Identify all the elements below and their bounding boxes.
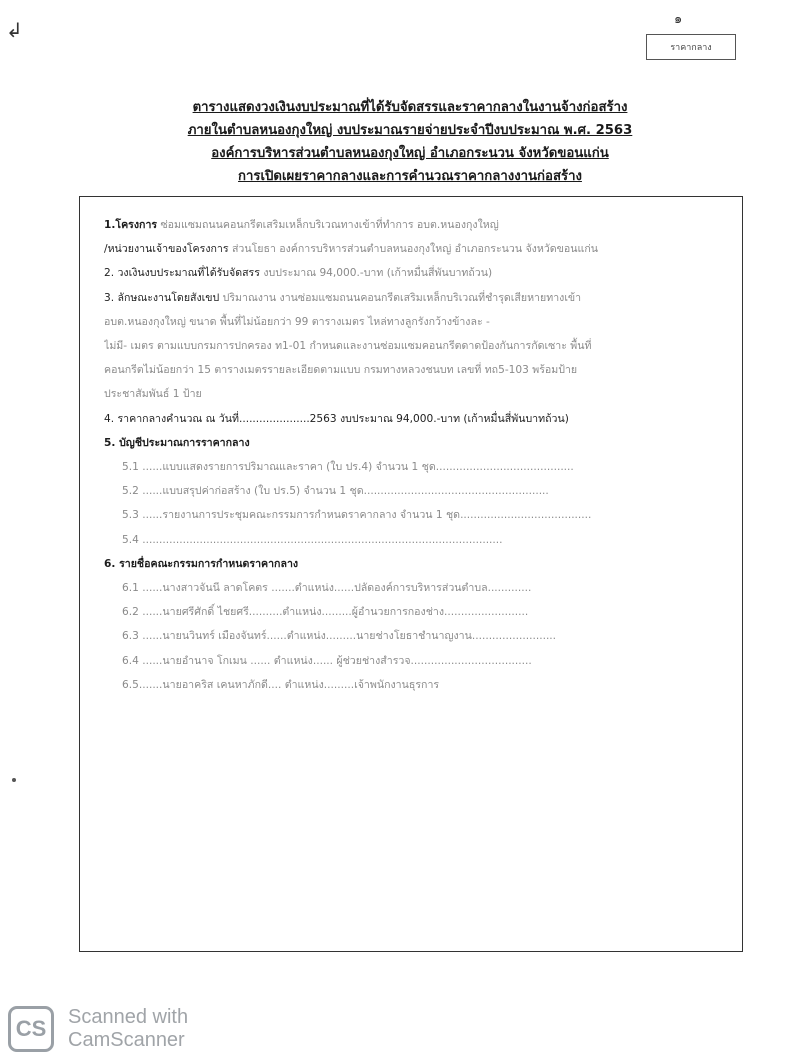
committee-row: 6.5.......นายอาคริส เคนหาภักดี.... ตำแหน่ง.........เจ้าพนักงานธุรการ bbox=[122, 678, 440, 691]
item-3-label: 3. ลักษณะงานโดยสังเขป bbox=[104, 291, 220, 304]
item-3-line-2: อบต.หนองกุงใหญ่ ขนาด พื้นที่ไม่น้อยกว่า 99 ตารางเมตร ไหล่ทางลูกรังกว้างข้างละ - bbox=[104, 315, 490, 328]
item-1-value: ซ่อมแซมถนนคอนกรีตเสริมเหล็กบริเวณทางเข้าที่ทำการ อบต.หนองกุงใหญ่ bbox=[160, 219, 499, 231]
watermark-text bbox=[68, 1006, 188, 1052]
item-5-row: 5.4 ........................................................................................................... bbox=[122, 533, 503, 546]
item-5-title: 5. บัญชีประมาณการราคากลาง bbox=[104, 436, 250, 449]
watermark-line-1: Scanned with bbox=[68, 1006, 189, 1028]
title-line-1: ตารางแสดงวงเงินงบประมาณที่ได้รับจัดสรรและราคากลางในงานจ้างก่อสร้าง bbox=[192, 100, 628, 115]
agency-label: /หน่วยงานเจ้าของโครงการ bbox=[104, 243, 229, 256]
content-body bbox=[104, 213, 729, 697]
title-line-4: การเปิดเผยราคากลางและการคำนวณราคากลางงานก่อสร้าง bbox=[238, 169, 582, 184]
camscanner-logo-icon: CS bbox=[8, 1006, 54, 1052]
agency-value: ส่วนโยธา องค์การบริหารส่วนตำบลหนองกุงใหญ่ อำเภอกระนวน จังหวัดขอนแก่น bbox=[231, 243, 598, 256]
item-5-row: 5.1 ......แบบแสดงรายการปริมาณและราคา (ใบ ปร.4) จำนวน 1 ชุด......................................... bbox=[122, 461, 574, 474]
scan-speck bbox=[12, 778, 16, 782]
item-5-row: 5.3 ......รายงานการประชุมคณะกรรมการกำหนดราคากลาง จำนวน 1 ชุด....................................... bbox=[122, 509, 592, 522]
committee-row: 6.2 ......นายศรีศักดิ์ ไชยศรี..........ตำแหน่ง.........ผู้อำนวยการกองช่าง......................... bbox=[122, 606, 529, 619]
title-line-2: ภายในตำบลหนองกุงใหญ่ งบประมาณรายจ่ายประจำปีงบประมาณ พ.ศ. 2563 bbox=[187, 123, 633, 138]
camscanner-watermark bbox=[8, 1006, 188, 1052]
agency-line bbox=[104, 237, 729, 261]
page-number: ๑ bbox=[674, 12, 683, 27]
item-3-line-3: ไม่มี- เมตร ตามแบบกรมการปกครอง ท1-01 กำหนดและงานซ่อมแซมคอนกรีตดาดป้องกันการกัดเซาะ พื้นที่ bbox=[104, 340, 592, 353]
item-3-line-5: ประชาสัมพันธ์ 1 ป้าย bbox=[104, 388, 202, 401]
item-2-budget bbox=[104, 261, 729, 285]
committee-row: 6.3 ......นายนวินทร์ เมืองจันทร์......ตำแหน่ง.........นายช่างโยธาชำนาญงาน......................... bbox=[122, 630, 557, 643]
item-5-row: 5.2 ......แบบสรุปค่าก่อสร้าง (ใบ ปร.5) จำนวน 1 ชุด....................................................... bbox=[122, 485, 549, 498]
item-1-label: 1.โครงการ bbox=[104, 219, 158, 231]
item-3-description bbox=[104, 286, 729, 310]
committee-row: 6.4 ......นายอำนาจ โกเมน ...... ตำแหน่ง...... ผู้ช่วยช่างสำรวจ.................................... bbox=[122, 654, 532, 667]
item-4-median-price: 4. ราคากลางคำนวณ ณ วันที่.....................2563 งบประมาณ 94,000.-บาท (เก้าหมื่นสี่พันบาทถ้วน) bbox=[104, 412, 569, 425]
document-title bbox=[100, 96, 720, 188]
item-3-line-1: ปริมาณงาน งานซ่อมแซมถนนคอนกรีตเสริมเหล็กบริเวณที่ชำรุดเสียหายทางเข้า bbox=[222, 291, 582, 304]
item-2-value: งบประมาณ 94,000.-บาท (เก้าหมื่นสี่พันบาทถ้วน) bbox=[263, 267, 493, 280]
committee-row: 6.1 ......นางสาวจันนี ลาดโคตร .......ตำแหน่ง......ปลัดองค์การบริหารส่วนตำบล............. bbox=[122, 582, 532, 595]
reference-box: ราคากลาง bbox=[646, 34, 736, 60]
item-6-title: 6. รายชื่อคณะกรรมการกำหนดราคากลาง bbox=[104, 557, 299, 570]
item-1-project bbox=[104, 213, 729, 237]
watermark-line-2: CamScanner bbox=[68, 1029, 185, 1051]
corner-mark: ↲ bbox=[6, 18, 23, 42]
item-2-label: 2. วงเงินงบประมาณที่ได้รับจัดสรร bbox=[104, 267, 260, 280]
title-line-3: องค์การบริหารส่วนตำบลหนองกุงใหญ่ อำเภอกระนวน จังหวัดขอนแก่น bbox=[211, 146, 609, 161]
item-3-line-4: คอนกรีตไม่น้อยกว่า 15 ตารางเมตรรายละเอียดตามแบบ กรมทางหลวงชนบท เลขที่ ทถ5-103 พร้อมป้าย bbox=[104, 364, 578, 377]
